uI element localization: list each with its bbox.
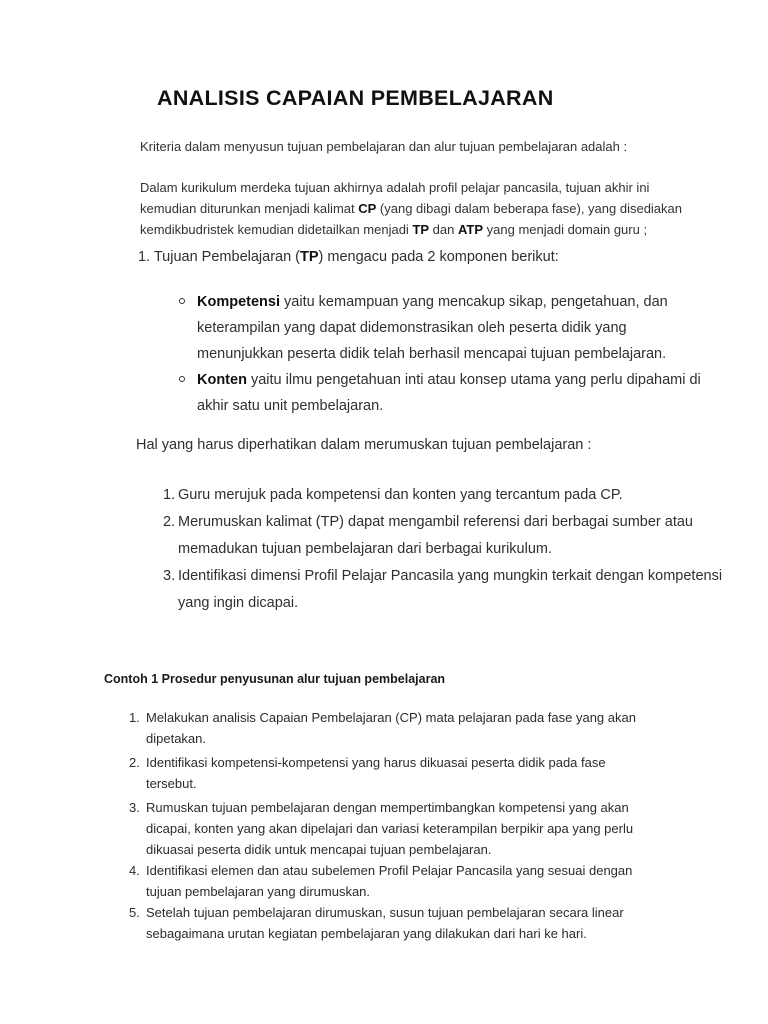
- item-text: Merumuskan kalimat (TP) dapat mengambil referensi dari berbagai sumber atau: [178, 514, 693, 530]
- list-marker: 2.: [129, 755, 140, 770]
- bullet-icon: [179, 298, 185, 304]
- list-marker: 3.: [129, 800, 140, 815]
- list-marker: 3.: [163, 568, 176, 584]
- list-item: [163, 509, 722, 563]
- list-marker: 1.: [129, 710, 140, 725]
- item-text: dicapai, konten yang akan dipelajari dan variasi keterampilan berpikir apa yang perlu: [146, 821, 634, 836]
- intro-text: Kriteria dalam menyusun tujuan pembelajaran dan alur tujuan pembelajaran adalah :: [140, 139, 628, 154]
- bold-term: Kompetensi: [197, 294, 280, 310]
- criteria-list: [163, 482, 723, 617]
- item-text: yang ingin dicapai.: [178, 595, 299, 611]
- list-item: [163, 563, 723, 617]
- item-text: Melakukan analisis Capaian Pembelajaran (CP) mata pelajaran pada fase yang akan: [146, 710, 636, 725]
- item-text: Identifikasi kompetensi-kompetensi yang harus dikuasai peserta didik pada fase: [146, 755, 606, 770]
- list-marker: 1.: [163, 487, 176, 503]
- text-span: (yang dibagi dalam beberapa fase), yang disediakan: [376, 201, 682, 216]
- list-item: [129, 797, 636, 860]
- item-text: dikuasai peserta didik untuk mencapai tujuan pembelajaran.: [146, 842, 492, 857]
- text-span: dan: [429, 222, 458, 237]
- paragraph-line: [140, 219, 647, 240]
- text-span: 1. Tujuan Pembelajaran (: [138, 249, 301, 265]
- text-span: yaitu kemampuan yang mencakup sikap, pengetahuan, dan: [280, 294, 668, 310]
- bold-term: TP: [300, 249, 319, 265]
- text-span: yaitu ilmu pengetahuan inti atau konsep utama yang perlu dipahami di: [246, 372, 701, 388]
- list-item: [129, 752, 636, 794]
- item-text: dipetakan.: [146, 731, 206, 746]
- text-span: ) mengacu pada 2 komponen berikut:: [318, 249, 559, 265]
- point-1: [138, 244, 559, 270]
- bullet-line: menunjukkan peserta didik telah berhasil mencapai tujuan pembelajaran.: [197, 346, 667, 362]
- list-marker: 4.: [129, 863, 140, 878]
- bullet-line: [197, 289, 668, 315]
- item-text: Setelah tujuan pembelajaran dirumuskan, susun tujuan pembelajaran secara linear: [146, 905, 624, 920]
- bold-term: TP: [412, 222, 430, 237]
- list-item: [129, 707, 636, 749]
- item-text: tersebut.: [146, 776, 197, 791]
- example-title: Contoh 1 Prosedur penyusunan alur tujuan pembelajaran: [104, 672, 446, 686]
- list-marker: 5.: [129, 905, 140, 920]
- list-item: [129, 860, 636, 902]
- procedure-list: [129, 707, 636, 944]
- section-heading: Hal yang harus diperhatikan dalam merumuskan tujuan pembelajaran :: [136, 437, 592, 453]
- list-item: [163, 482, 722, 509]
- item-text: tujuan pembelajaran yang dirumuskan.: [146, 884, 371, 899]
- item-text: Rumuskan tujuan pembelajaran dengan mempertimbangkan kompetensi yang akan: [146, 800, 629, 815]
- paragraph-line: [140, 198, 682, 219]
- item-text: memadukan tujuan pembelajaran dari berbagai kurikulum.: [178, 541, 552, 557]
- text-span: yang menjadi domain guru ;: [483, 222, 648, 237]
- bold-term: ATP: [457, 222, 484, 237]
- list-item: [129, 902, 636, 944]
- page-title: ANALISIS CAPAIAN PEMBELAJARAN: [157, 86, 554, 110]
- bullet-line: keterampilan yang dapat didemonstrasikan oleh peserta didik yang: [197, 320, 627, 336]
- item-text: Guru merujuk pada kompetensi dan konten yang tercantum pada CP.: [178, 487, 623, 503]
- item-text: sebagaimana urutan kegiatan pembelajaran yang dilakukan dari hari ke hari.: [146, 926, 587, 941]
- bold-term: CP: [358, 201, 377, 216]
- list-marker: 2.: [163, 514, 176, 530]
- item-text: Identifikasi elemen dan atau subelemen Profil Pelajar Pancasila yang sesuai dengan: [146, 863, 633, 878]
- paragraph-line: Dalam kurikulum merdeka tujuan akhirnya adalah profil pelajar pancasila, tujuan akhir ini: [140, 180, 650, 195]
- bold-term: Konten: [197, 372, 247, 388]
- text-span: kemudian diturunkan menjadi kalimat: [140, 201, 359, 216]
- bullet-icon: [179, 376, 185, 382]
- text-span: kemdikbudristek kemudian didetailkan menjadi: [140, 222, 413, 237]
- bullet-line: [197, 367, 701, 393]
- bullet-line: akhir satu unit pembelajaran.: [197, 398, 384, 414]
- item-text: Identifikasi dimensi Profil Pelajar Pancasila yang mungkin terkait dengan kompetensi: [178, 568, 723, 584]
